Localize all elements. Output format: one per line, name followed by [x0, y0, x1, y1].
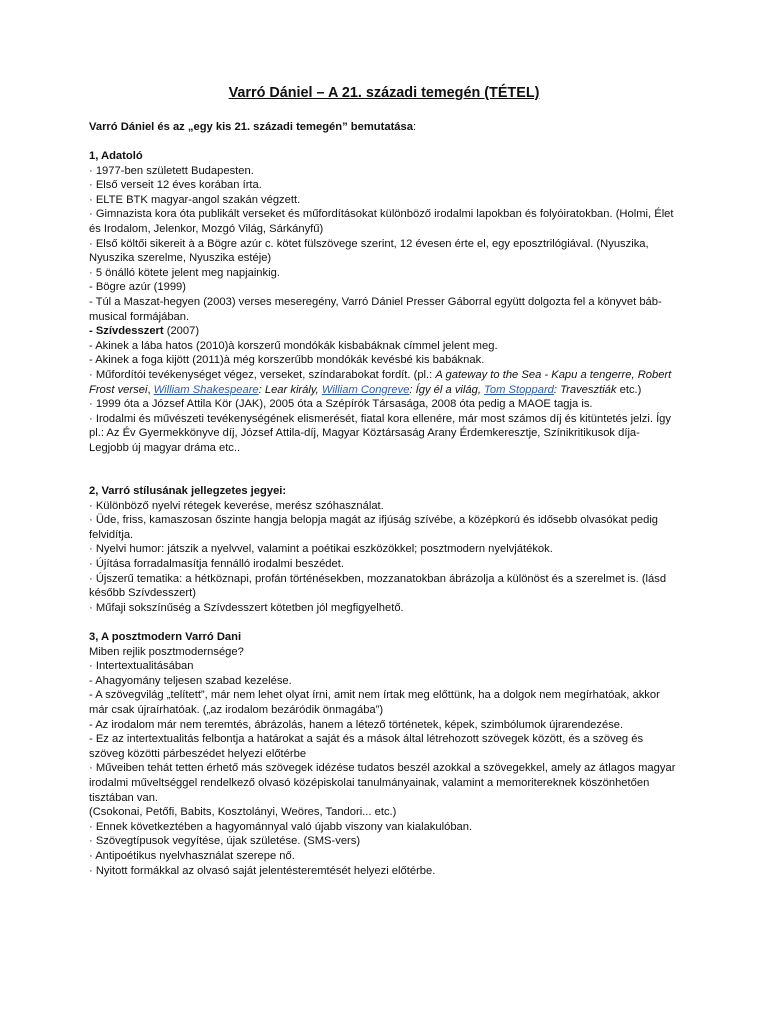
list-item: · ELTE BTK magyar-angol szakán végzett.	[89, 193, 301, 206]
list-item: · Irodalmi és művészeti tevékenységének elismerését, fiatal kora ellenére, már most számos díj és kitüntetés jelzi. Így pl.: Az Év Gyermekkönyve díj, József Attila-díj, Magyar Köztársaság Arany Érdemkeresztje, Színikritikusok díja- Legjobb új magyar dráma etc..	[89, 412, 671, 454]
list-item: · 5 önálló kötete jelent meg napjainkig.	[89, 266, 280, 279]
list-item: · Szövegtípusok vegyítése, újak születése. (SMS-vers)	[89, 835, 361, 848]
list-item: - Akinek a lába hatos (2010)à korszerű mondókák kisbabáknak címmel jelent meg.	[89, 339, 498, 352]
list-item: · Különböző nyelvi rétegek keverése, merész szóhasználat.	[89, 499, 384, 512]
list-item: · Intertextualitásában	[89, 660, 194, 673]
italic-fragment: A gateway to the Sea - Kapu a tengerre, Robert Frost versei	[89, 368, 672, 396]
link-tom-stoppard[interactable]: Tom Stoppard	[484, 383, 554, 396]
list-item: · Nyelvi humor: játszik a nyelvvel, valamint a poétikai eszközökkel; posztmodern nyelvjátékok.	[89, 543, 553, 556]
list-item: (Csokonai, Petőfi, Babits, Kosztolányi, Weöres, Tandori... etc.)	[89, 806, 397, 819]
list-item: · Műfaji sokszínűség a Szívdesszert kötetben jól megfigyelhető.	[89, 601, 404, 614]
list-item: · Újszerű tematika: a hétköznapi, profán történésekben, mozzanatokban ábrázolja a különöst és a szerelmet is. (lásd később Szívdesszert)	[89, 572, 667, 600]
link-william-shakespeare[interactable]: William Shakespeare	[153, 383, 259, 396]
list-item: · Újítása forradalmasítja fennálló irodalmi beszédet.	[89, 557, 344, 570]
intro-line	[89, 120, 416, 135]
list-item: - A szövegvilág „telített”, már nem lehet olyat írni, amit nem írtak meg előttünk, ha a dolgok nem megírhatóak, akkor már csak újraírhatóak. („az irodalom bezáródik önmagába”)	[89, 689, 660, 716]
list-item: · Első verseit 12 éves korában írta.	[89, 179, 262, 192]
section-heading: 2, Varró stílusának jellegzetes jegyei:	[89, 485, 287, 497]
list-item: · Műveiben tehát tetten érhető más szövegek idézése tudatos beszél azokkal a szövegekkel, amely az átlagos magyar irodalmi műveltséggel rendelkező olvasó középiskolai tanulmányainak, valamint a memoritereknek köszönhetően tisztában van.	[89, 762, 676, 804]
section-stilus	[89, 484, 679, 615]
section-heading: 1, Adatoló	[89, 150, 143, 162]
intro-bold: Varró Dániel és az „egy kis 21. századi temegén” bemutatása	[89, 121, 413, 133]
list-item: · 1977-ben született Budapesten.	[89, 164, 254, 177]
italic-fragment: : Travesztiák	[553, 383, 617, 396]
list-item: · Nyitott formákkal az olvasó saját jelentésteremtését helyezi előtérbe.	[89, 864, 436, 877]
list-item: · 1999 óta a József Attila Kör (JAK), 2005 óta a Szépírók Társasága, 2008 óta pedig a MAOE tagja is.	[89, 398, 593, 411]
list-item: - Az irodalom már nem teremtés, ábrázolás, hanem a létező történetek, képek, szimbólumok újrarendezése.	[89, 718, 624, 731]
list-item: - Bögre azúr (1999)	[89, 281, 187, 294]
link-william-congreve[interactable]: William Congreve	[321, 383, 410, 396]
list-item-translations	[89, 368, 679, 397]
list-item: - Túl a Maszat-hegyen (2003) verses meseregény, Varró Dániel Presser Gáborral együtt dolgozta fel a könyvet báb-musical formájában.	[89, 295, 662, 323]
list-item: · Antipoétikus nyelvhasználat szerepe nő.	[89, 849, 295, 862]
list-item: · Üde, friss, kamaszosan őszinte hangja belopja magát az ifjúság szívébe, a középkorú és idősebb olvasókat pedig felvidítja.	[89, 514, 659, 541]
text-fragment: etc.)	[616, 383, 642, 396]
szivdesszert-year: (2007)	[163, 325, 200, 338]
list-item: - Akinek a foga kijött (2011)à még korszerűbb mondókák kevésbé kis babáknak.	[89, 354, 485, 367]
szivdesszert-bold: - Szívdesszert	[89, 325, 164, 338]
list-item: - Ahagyomány teljesen szabad kezelése.	[89, 674, 292, 687]
intro-tail: :	[412, 121, 417, 133]
section-posztmodern	[89, 630, 679, 878]
italic-fragment: : Lear király,	[258, 383, 322, 396]
section-heading: 3, A posztmodern Varró Dani	[89, 631, 242, 643]
italic-fragment: : Így él a világ,	[409, 383, 485, 396]
list-item: - Ez az intertextualitás felbontja a határokat a saját és a mások által létrehozott szövegek között, és a szöveg és szöveg közötti párbeszédet helyezi előtérbe	[89, 733, 644, 760]
text-fragment: ,	[147, 383, 154, 396]
list-item: · Ennek következtében a hagyománnyal való újabb viszony van kialakulóban.	[89, 820, 473, 833]
page-title: Varró Dániel – A 21. századi temegén (TÉTEL)	[228, 85, 540, 101]
question-line: Miben rejlik posztmodernsége?	[89, 645, 244, 658]
section-adatolo	[89, 149, 679, 455]
list-item: · Első költői sikereit à a Bögre azúr c. kötet fülszövege szerint, 12 évesen érte el, egy eposztrilógiával. (Nyuszika, Nyuszika szerelme, Nyuszika estéje)	[89, 237, 649, 265]
list-item: · Gimnazista kora óta publikált verseket és műfordításokat különböző irodalmi lapokban és folyóiratokban. (Holmi, Élet és Irodalom, Jelenkor, Mozgó Világ, Sárkányfű)	[89, 208, 674, 235]
text-fragment: · Műfordítói tevékenységet végez, verseket, színdarabokat fordít. (pl.:	[89, 368, 436, 381]
list-item	[89, 324, 679, 339]
